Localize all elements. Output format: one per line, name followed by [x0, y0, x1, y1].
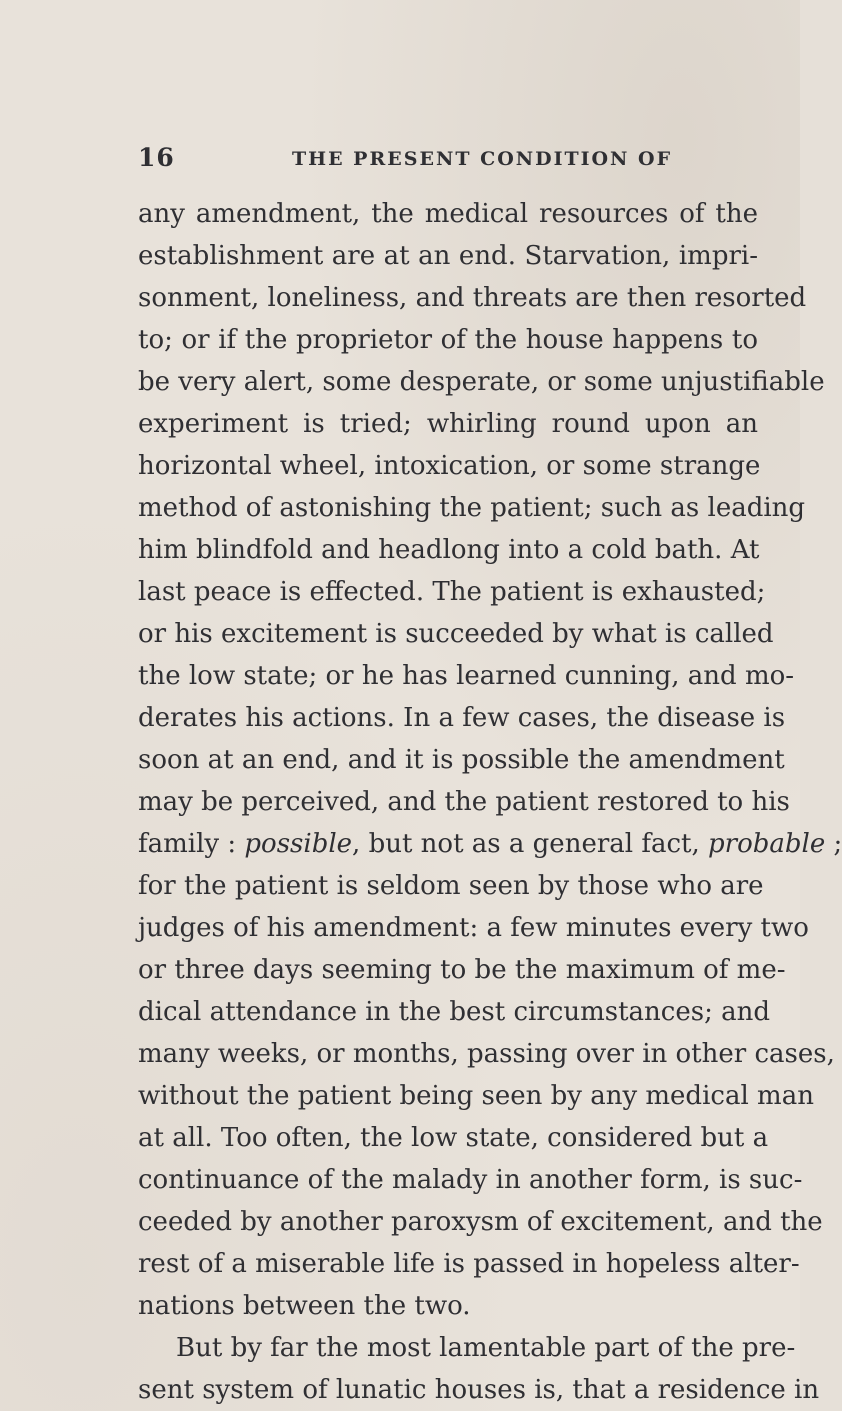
italic-word: possible	[244, 829, 353, 859]
text-line: dical attendance in the best circumstances; and	[138, 997, 770, 1027]
text-line: derates his actions. In a few cases, the disease is	[138, 703, 786, 733]
running-title: THE PRESENT CONDITION OF	[292, 148, 673, 170]
text-line: sent system of lunatic houses is, that a residence in	[138, 1375, 820, 1405]
text-line: without the patient being seen by any medical man	[138, 1081, 814, 1111]
text-line: continuance of the malady in another form, is suc-	[138, 1165, 803, 1195]
page-number: 16	[138, 143, 175, 172]
text-line: for the patient is seldom seen by those who are	[138, 871, 764, 901]
text-segment: family :	[138, 829, 245, 859]
text-line: last peace is effected. The patient is exhausted;	[138, 577, 766, 607]
text-line: soon at an end, and it is possible the amendment	[138, 745, 785, 775]
text-line: or his excitement is succeeded by what is called	[138, 619, 774, 649]
text-line: any amendment, the medical resources of the	[138, 199, 758, 229]
text-line: or three days seeming to be the maximum of me-	[138, 955, 786, 985]
text-line: method of astonishing the patient; such as leading	[138, 493, 806, 523]
paragraph-start-line: But by far the most lamentable part of the pre-	[176, 1333, 796, 1363]
text-line: may be perceived, and the patient restored to his	[138, 787, 790, 817]
text-line-with-italics	[138, 823, 842, 865]
text-segment: , but not as a general fact,	[352, 829, 708, 859]
text-line: the low state; or he has learned cunning, and mo-	[138, 661, 795, 691]
text-line: him blindfold and headlong into a cold bath. At	[138, 535, 760, 565]
italic-word: probable	[708, 829, 826, 859]
page-header	[138, 143, 758, 183]
text-line: many weeks, or months, passing over in other cases,	[138, 1039, 835, 1069]
text-line: to; or if the proprietor of the house happens to	[138, 325, 758, 355]
text-line: at all. Too often, the low state, considered but a	[138, 1123, 769, 1153]
text-line: experiment is tried; whirling round upon an	[138, 409, 758, 439]
body-text	[138, 193, 842, 1411]
text-line: rest of a miserable life is passed in hopeless alter-	[138, 1249, 800, 1279]
text-line: be very alert, some desperate, or some unjustifiable	[138, 367, 825, 397]
paragraph-end-line: nations between the two.	[138, 1291, 471, 1321]
text-line: sonment, loneliness, and threats are then resorted	[138, 283, 807, 313]
text-line: judges of his amendment: a few minutes every two	[138, 913, 809, 943]
text-segment: ;	[825, 829, 842, 859]
text-line: ceeded by another paroxysm of excitement, and the	[138, 1207, 823, 1237]
text-line: establishment are at an end. Starvation, impri-	[138, 241, 758, 271]
text-line: horizontal wheel, intoxication, or some strange	[138, 451, 761, 481]
